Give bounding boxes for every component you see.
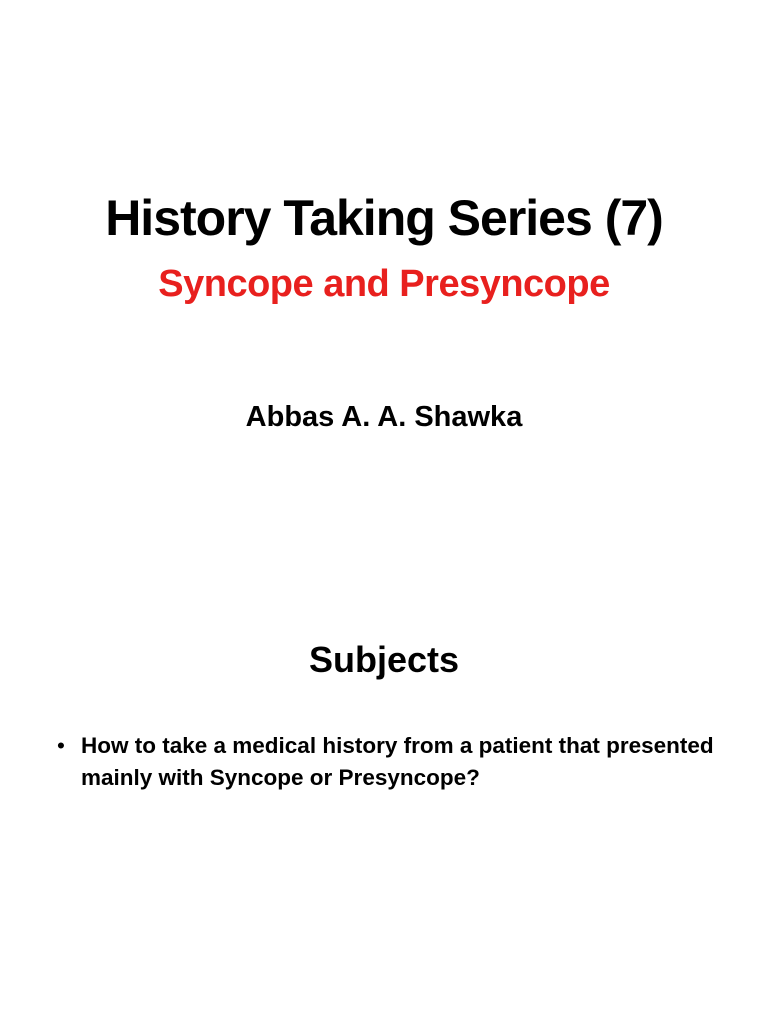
bullet-text: How to take a medical history from a patient that presented mainly with Syncope or Presyncope? <box>81 733 714 790</box>
subjects-heading: Subjects <box>308 639 460 680</box>
slide-subtitle: Syncope and Presyncope <box>158 263 610 305</box>
list-item <box>55 730 715 793</box>
author-name: Abbas A. A. Shawka <box>245 401 523 433</box>
subjects-slide <box>0 512 768 1024</box>
bullet-icon: • <box>57 733 65 758</box>
slide-title: History Taking Series (7) <box>105 190 663 246</box>
bullet-list <box>55 730 715 793</box>
